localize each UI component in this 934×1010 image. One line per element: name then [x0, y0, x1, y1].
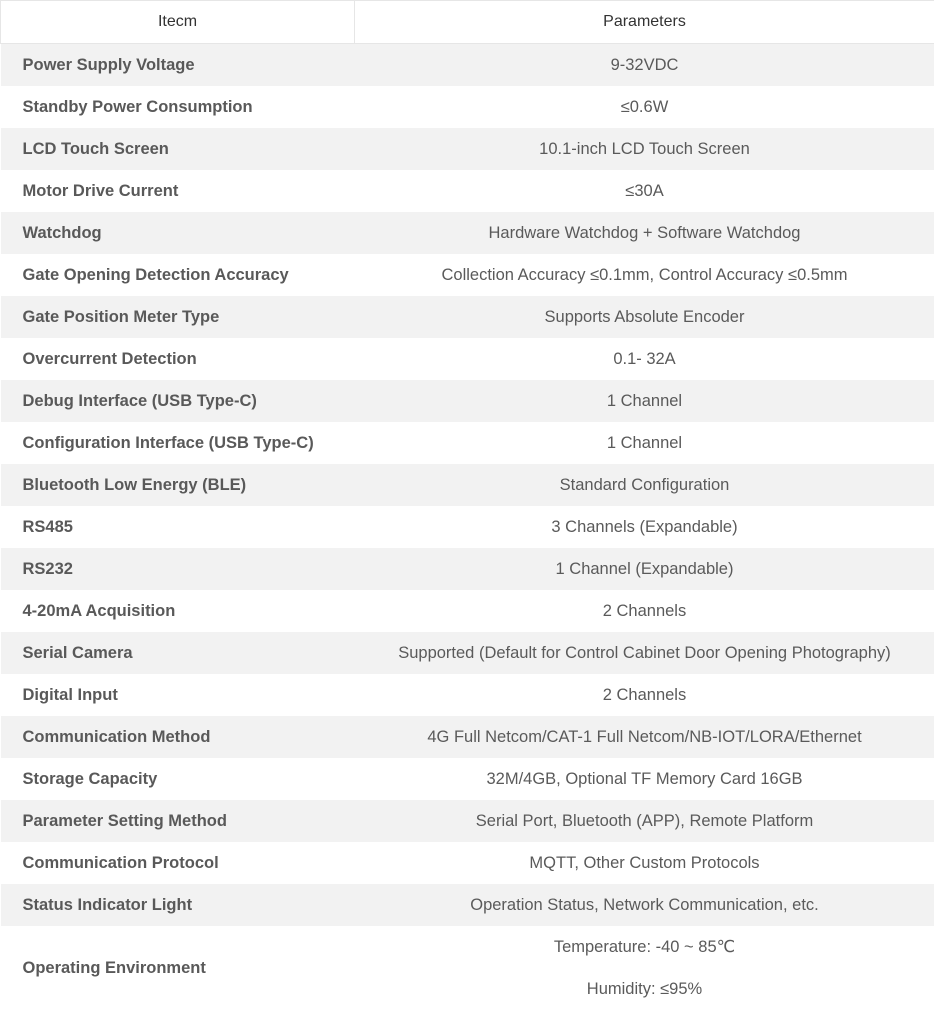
table-row: [1, 128, 934, 170]
row-parameter: ≤0.6W: [355, 86, 934, 128]
table-row: [1, 296, 934, 338]
row-parameter: 1 Channel: [355, 380, 934, 422]
row-parameter: Operation Status, Network Communication, etc.: [355, 884, 934, 926]
row-item: Status Indicator Light: [1, 884, 355, 926]
row-item: Overcurrent Detection: [1, 338, 355, 380]
row-item: Communication Method: [1, 716, 355, 758]
row-parameter: 3 Channels (Expandable): [355, 506, 934, 548]
row-item: Storage Capacity: [1, 758, 355, 800]
table-row: [1, 926, 934, 1010]
row-parameter: ≤30A: [355, 170, 934, 212]
row-item: LCD Touch Screen: [1, 128, 355, 170]
table-row: [1, 380, 934, 422]
header-item: Itecm: [1, 1, 355, 44]
table-row: [1, 674, 934, 716]
table-body: [1, 44, 934, 1010]
humidity-value: Humidity: ≤95%: [355, 968, 934, 1010]
row-parameter: 1 Channel: [355, 422, 934, 464]
row-item: Watchdog: [1, 212, 355, 254]
row-item: RS485: [1, 506, 355, 548]
header-parameters: Parameters: [355, 1, 934, 44]
table-row: [1, 212, 934, 254]
table-row: [1, 758, 934, 800]
row-parameter: Collection Accuracy ≤0.1mm, Control Accuracy ≤0.5mm: [355, 254, 934, 296]
row-item: Power Supply Voltage: [1, 44, 355, 87]
table-row: [1, 338, 934, 380]
table-row: [1, 842, 934, 884]
row-parameter: 2 Channels: [355, 590, 934, 632]
row-parameter: 4G Full Netcom/CAT-1 Full Netcom/NB-IOT/LORA/Ethernet: [355, 716, 934, 758]
row-parameter: Supported (Default for Control Cabinet Door Opening Photography): [355, 632, 934, 674]
row-item: Bluetooth Low Energy (BLE): [1, 464, 355, 506]
row-parameter: Hardware Watchdog + Software Watchdog: [355, 212, 934, 254]
row-parameter: 9-32VDC: [355, 44, 934, 87]
row-parameter: 32M/4GB, Optional TF Memory Card 16GB: [355, 758, 934, 800]
table-header: [1, 1, 934, 44]
table-row: [1, 800, 934, 842]
row-item: Gate Opening Detection Accuracy: [1, 254, 355, 296]
row-parameter-multiline: [355, 926, 934, 1010]
row-item: Digital Input: [1, 674, 355, 716]
row-item: Configuration Interface (USB Type-C): [1, 422, 355, 464]
row-item: Serial Camera: [1, 632, 355, 674]
temperature-value: Temperature: -40 ~ 85℃: [355, 926, 934, 968]
row-item: Parameter Setting Method: [1, 800, 355, 842]
table-row: [1, 86, 934, 128]
row-parameter: 0.1- 32A: [355, 338, 934, 380]
table-row: [1, 44, 934, 87]
row-item: Debug Interface (USB Type-C): [1, 380, 355, 422]
row-item: Gate Position Meter Type: [1, 296, 355, 338]
row-parameter: 2 Channels: [355, 674, 934, 716]
table-row: [1, 590, 934, 632]
table-row: [1, 506, 934, 548]
table-row: [1, 170, 934, 212]
row-parameter: Standard Configuration: [355, 464, 934, 506]
row-parameter: Serial Port, Bluetooth (APP), Remote Platform: [355, 800, 934, 842]
table-row: [1, 548, 934, 590]
table-row: [1, 632, 934, 674]
header-row: [1, 1, 934, 44]
row-parameter: 1 Channel (Expandable): [355, 548, 934, 590]
row-parameter: 10.1-inch LCD Touch Screen: [355, 128, 934, 170]
row-item: Standby Power Consumption: [1, 86, 355, 128]
row-item: Communication Protocol: [1, 842, 355, 884]
table-row: [1, 464, 934, 506]
row-item: Motor Drive Current: [1, 170, 355, 212]
table-row: [1, 254, 934, 296]
row-item: Operating Environment: [1, 926, 355, 1010]
table-row: [1, 716, 934, 758]
row-item: RS232: [1, 548, 355, 590]
row-parameter: MQTT, Other Custom Protocols: [355, 842, 934, 884]
row-parameter: Supports Absolute Encoder: [355, 296, 934, 338]
row-item: 4-20mA Acquisition: [1, 590, 355, 632]
table-row: [1, 884, 934, 926]
table-row: [1, 422, 934, 464]
